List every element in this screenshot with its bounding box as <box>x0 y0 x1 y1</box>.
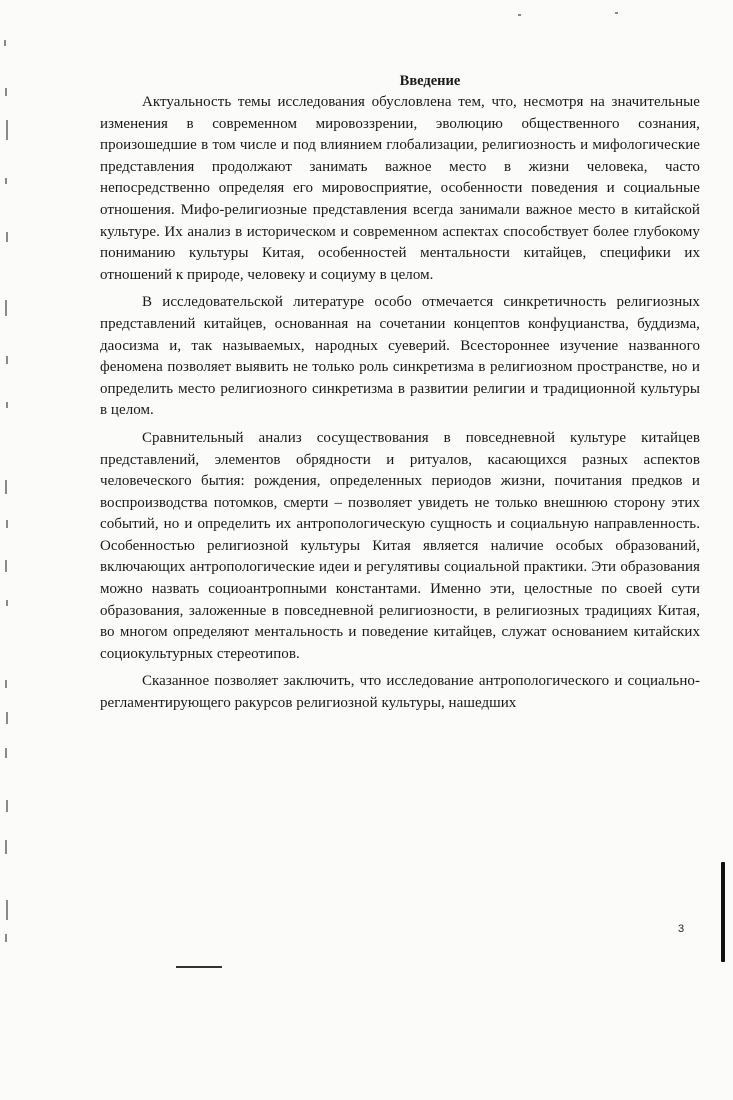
scan-edge-bar <box>721 862 725 962</box>
scan-margin-artifacts <box>0 0 12 1100</box>
document-page <box>100 70 700 715</box>
scan-dash-mark <box>176 966 222 968</box>
document-title: Введение <box>399 73 461 89</box>
scan-mark <box>615 12 618 14</box>
scan-mark <box>518 14 521 16</box>
paragraph-comparative-analysis: Сравнительный анализ сосуществования в повседневной культуре китайцев представлений, элементов обрядности и ритуалов, касающихся разных аспектов человеческого бытия: рождения, определенных периодов жизни, почитания предков и воспроизводства потомков, смерти – позволяет увидеть не только внешнюю сторону этих событий, но и определить их антропологическую сущность и социальную направленность. Особенностью религиозной культуры Китая является наличие особых образований, включающих антропологические идеи и регулятивы социальной практики. Эти образования можно назвать социоантропными константами. Именно эти, целостные по своей сути образования, заложенные в повседневной религиозности, в религиозных традициях Китая, во многом определяют ментальность и поведение китайцев, служат основанием китайских социокультурных стереотипов. <box>100 429 700 662</box>
paragraph-syncretism: В исследовательской литературе особо отмечается синкретичность религиозных представлений китайцев, основанная на сочетании концептов конфуцианства, буддизма, даосизма и, так называемых, народных суеверий. Всестороннее изучение названного феномена позволяет выявить не только роль синкретизма в религиозном пространстве, но и определить место религиозного синкретизма в развитии религии и традиционной культуры в целом. <box>100 294 700 419</box>
page-number: 3 <box>678 923 685 935</box>
paragraph-conclusion: Сказанное позволяет заключить, что исследование антропологического и социально-регламентирующего ракурсов религиозной культуры, нашедших <box>100 673 700 712</box>
paragraph-relevance: Актуальность темы исследования обусловлена тем, что, несмотря на значительные изменения в современном мировоззрении, эволюцию общественного сознания, произошедшие в том числе и под влиянием глобализации, религиозность и мифологические представления продолжают занимать важное место в жизни человека, часто непосредственно определяя его мировосприятие, особенности поведения и социальные отношения. Мифо-религиозные представления всегда занимали важное место в китайской культуре. Их анализ в историческом и современном аспектах способствует более глубокому пониманию культуры Китая, особенностей ментальности китайцев, специфики их отношений к природе, человеку и социуму в целом. <box>100 94 700 283</box>
